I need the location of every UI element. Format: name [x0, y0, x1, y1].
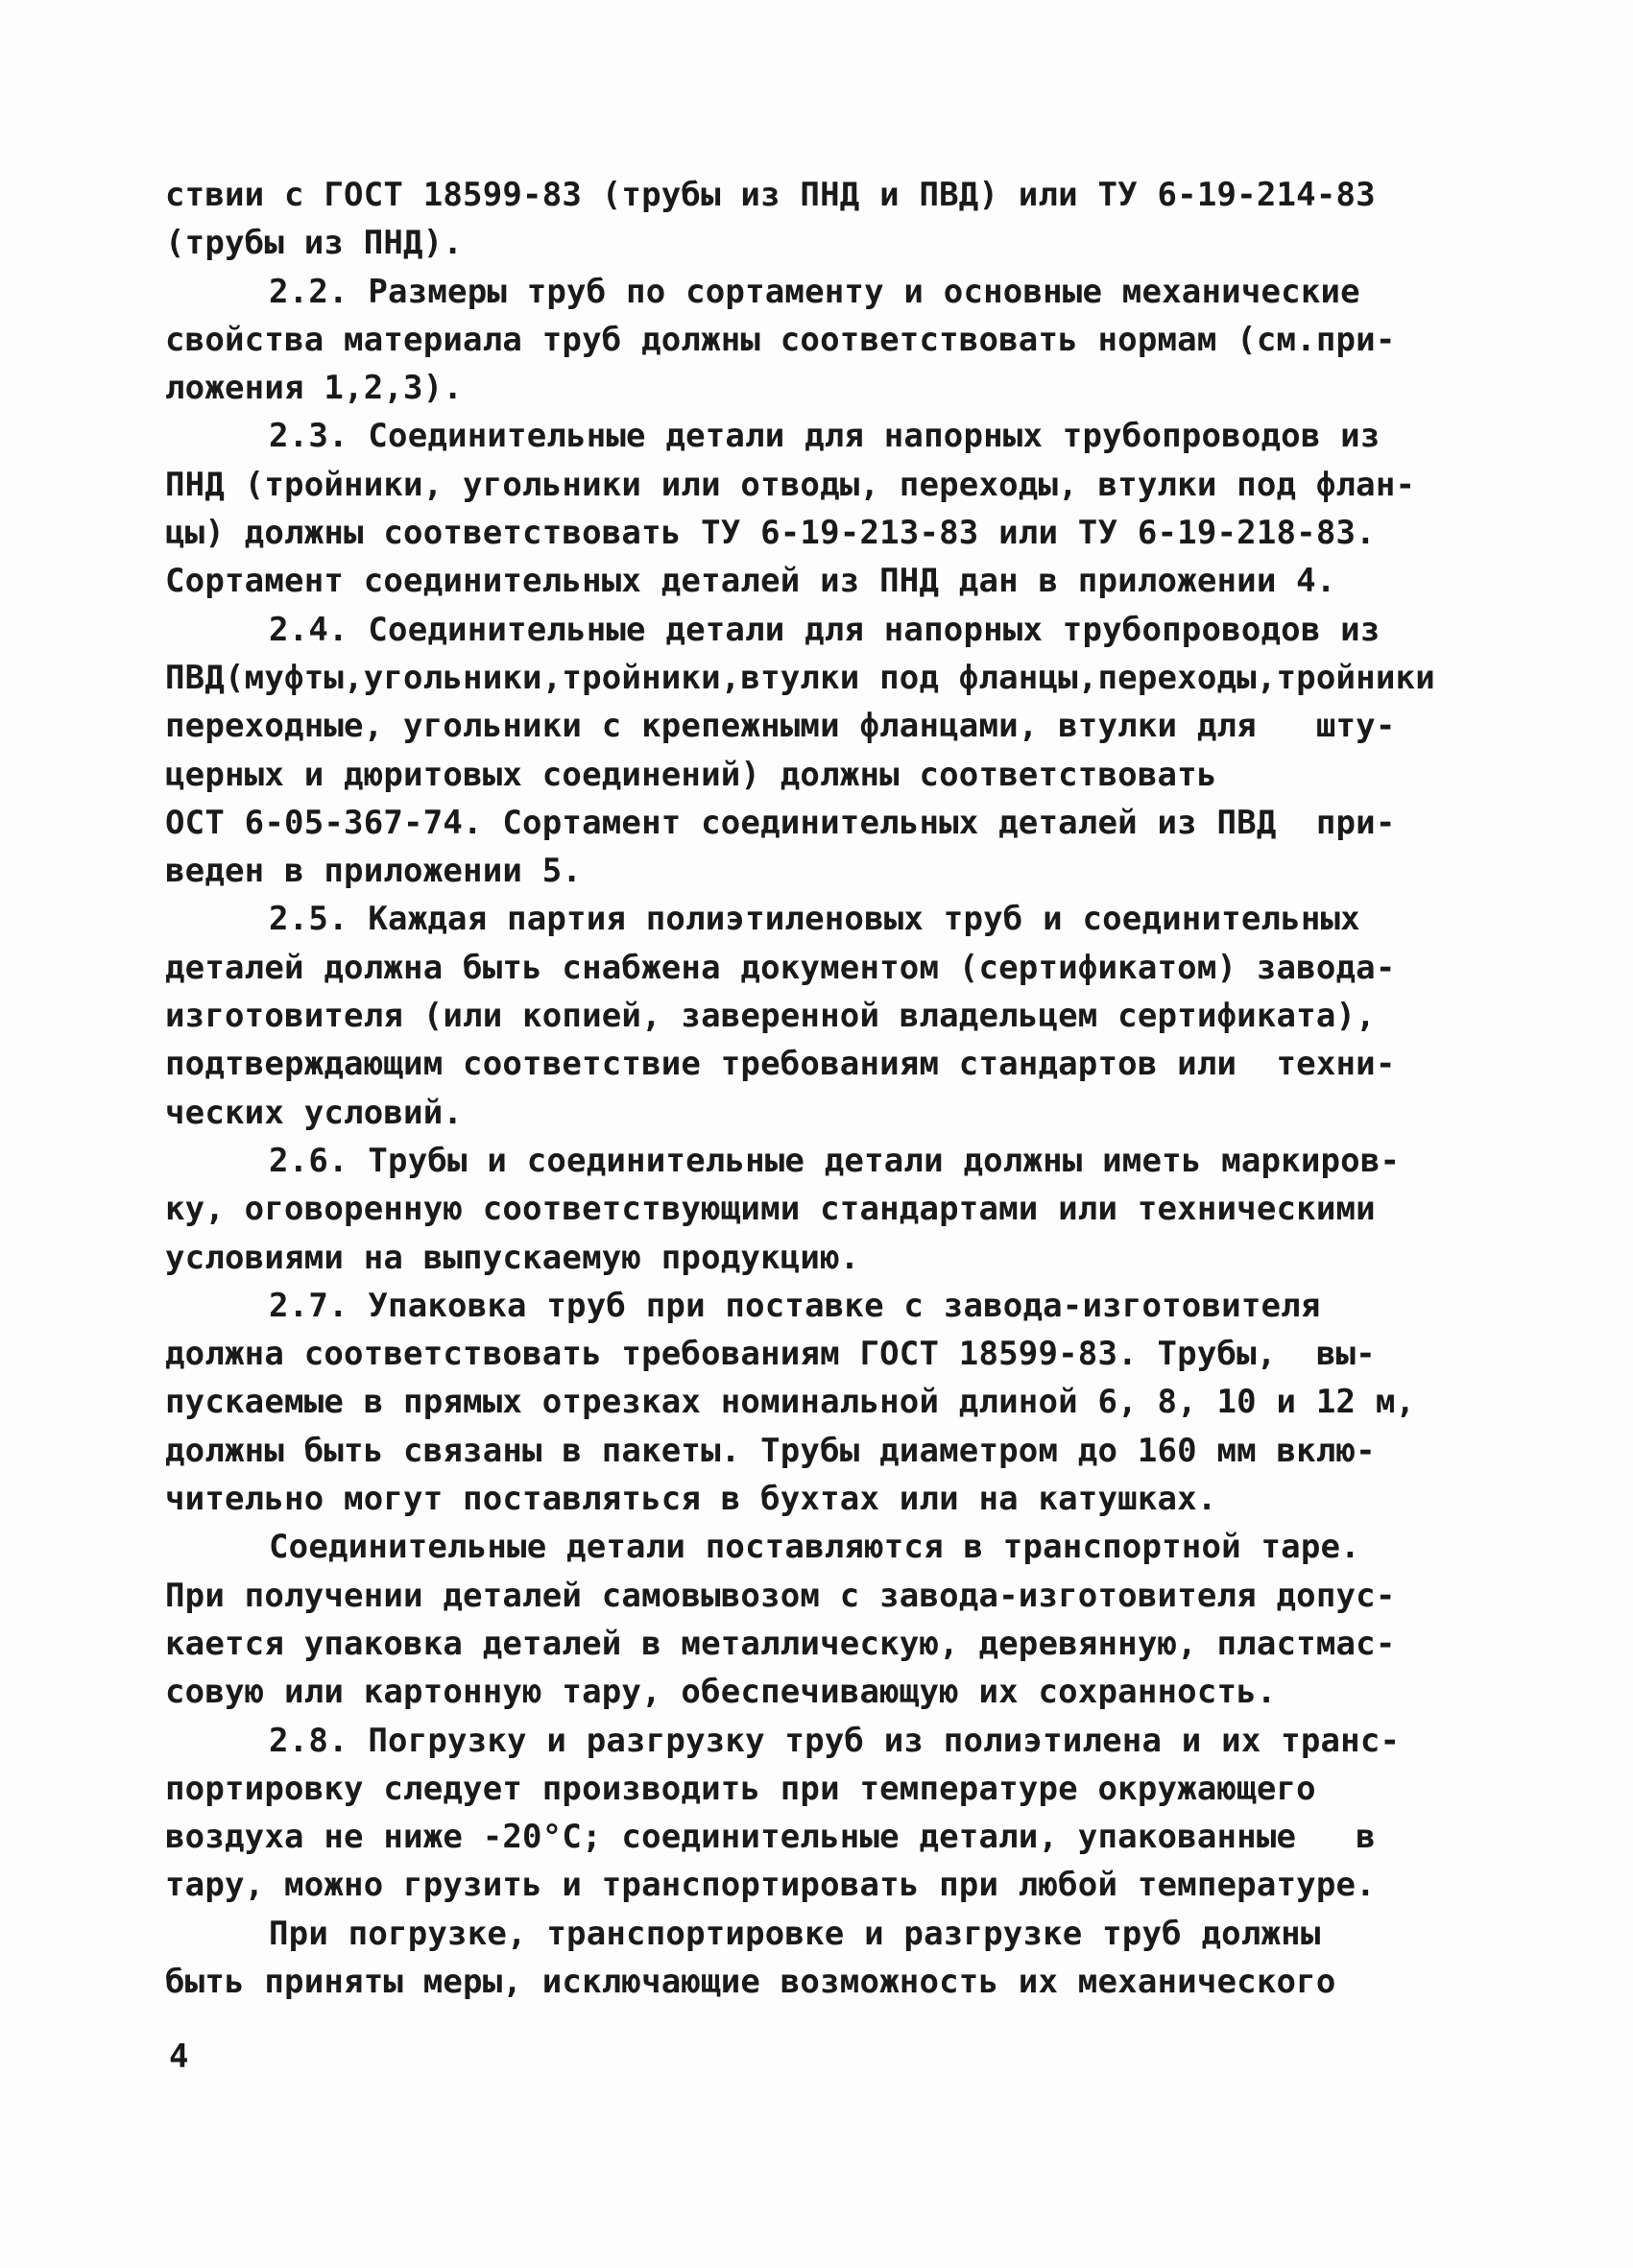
text-line: церных и дюритовых соединений) должны соответствовать — [165, 755, 1217, 794]
text-line: При получении деталей самовывозом с завода-изготовителя допус- — [165, 1576, 1396, 1615]
text-line: ложения 1,2,3). — [165, 369, 464, 408]
text-line: изготовителя (или копией, заверенной владельцем сертификата), — [165, 997, 1376, 1036]
text-line: 2.5. Каждая партия полиэтиленовых труб и соединительных — [269, 900, 1360, 939]
page-number: 4 — [169, 2038, 189, 2076]
text-line: 2.3. Соединительные детали для напорных трубопроводов из — [269, 417, 1381, 456]
text-line: переходные, угольники с крепежными фланцами, втулки для шту- — [165, 707, 1396, 746]
body-text — [165, 171, 1471, 2006]
text-line: Соединительные детали поставляются в транспортной таре. — [269, 1528, 1360, 1567]
text-line: веден в приложении 5. — [165, 852, 583, 891]
text-line: (трубы из ПНД). — [165, 224, 464, 263]
text-line: совую или картонную тару, обеспечивающую их сохранность. — [165, 1673, 1277, 1712]
text-line: цы) должны соответствовать ТУ 6-19-213-83 или ТУ 6-19-218-83. — [165, 514, 1376, 553]
text-line: должна соответствовать требованиям ГОСТ 18599-83. Трубы, вы- — [165, 1335, 1376, 1374]
text-line: быть приняты меры, исключающие возможность их механического — [165, 1962, 1336, 2001]
text-line: условиями на выпускаемую продукцию. — [165, 1238, 860, 1277]
text-line: портировку следует производить при температуре окружающего — [165, 1769, 1316, 1808]
text-line: ку, оговоренную соответствующими стандартами или техническими — [165, 1190, 1376, 1229]
text-line: кается упаковка деталей в металлическую, деревянную, пластмас- — [165, 1624, 1396, 1663]
text-line: 2.7. Упаковка труб при поставке с завода-изготовителя — [269, 1286, 1321, 1325]
text-line: При погрузке, транспортировке и разгрузке труб должны — [269, 1914, 1321, 1953]
text-line: ОСТ 6-05-367-74. Сортамент соединительных деталей из ПВД при- — [165, 803, 1396, 842]
text-line: чительно могут поставляться в бухтах или на катушках. — [165, 1480, 1217, 1519]
text-line: подтверждающим соответствие требованиям стандартов или техни- — [165, 1045, 1396, 1084]
text-line: 2.4. Соединительные детали для напорных трубопроводов из — [269, 610, 1381, 649]
text-line: тару, можно грузить и транспортировать при любой температуре. — [165, 1866, 1376, 1905]
text-line: 2.2. Размеры труб по сортаменту и основные механические — [269, 272, 1360, 311]
text-line: 2.6. Трубы и соединительные детали должны иметь маркиров- — [269, 1141, 1401, 1180]
text-line: ПВД(муфты,угольники,тройники,втулки под фланцы,переходы,тройники — [165, 658, 1435, 697]
text-line: ствии с ГОСТ 18599-83 (трубы из ПНД и ПВД) или ТУ 6-19-214-83 — [165, 176, 1376, 214]
text-line: Сортамент соединительных деталей из ПНД дан в приложении 4. — [165, 562, 1336, 601]
text-line: ПНД (тройники, угольники или отводы, переходы, втулки под флан- — [165, 465, 1416, 504]
text-line: должны быть связаны в пакеты. Трубы диаметром до 160 мм вклю- — [165, 1431, 1376, 1470]
text-line: деталей должна быть снабжена документом (сертификатом) завода- — [165, 948, 1396, 987]
text-line: 2.8. Погрузку и разгрузку труб из полиэтилена и их транс- — [269, 1721, 1401, 1760]
text-line: свойства материала труб должны соответствовать нормам (см.при- — [165, 320, 1396, 359]
text-line: воздуха не ниже -20°С; соединительные детали, упакованные в — [165, 1818, 1376, 1857]
text-line: пускаемые в прямых отрезках номинальной длиной 6, 8, 10 и 12 м, — [165, 1383, 1416, 1422]
text-line: ческих условий. — [165, 1093, 464, 1132]
